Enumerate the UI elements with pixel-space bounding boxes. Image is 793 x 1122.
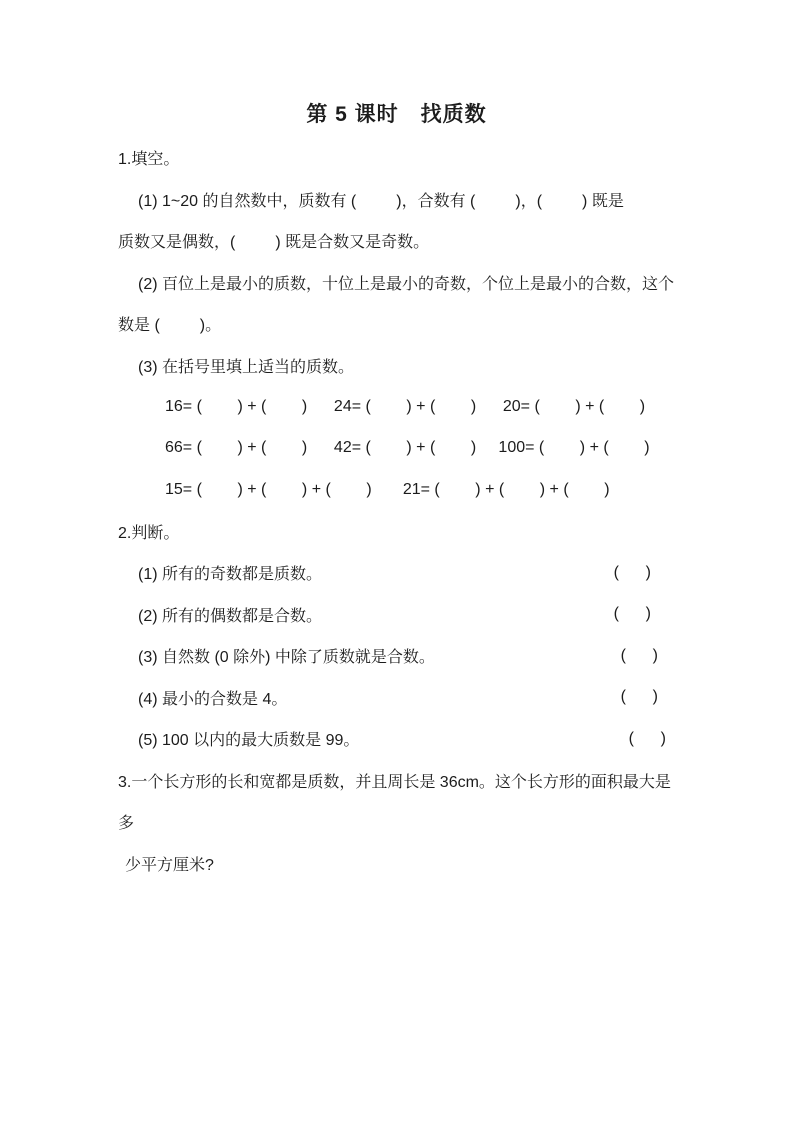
judge-statement: (5) 100 以内的最大质数是 99。 (138, 732, 360, 750)
judge-row (118, 635, 678, 677)
answer-blank: ( ) (613, 563, 651, 581)
judge-row (118, 718, 678, 760)
answer-blank: ( ) (628, 729, 666, 747)
judge-statement: (1) 所有的奇数都是质数。 (138, 566, 323, 584)
answer-blank: ( ) (620, 688, 658, 706)
section3-line2: 多 (118, 815, 135, 833)
section3-line3: 少平方厘米? (125, 856, 214, 874)
equation-row: 16= ( ) + ( ) 24= ( ) + ( ) 20= ( ) + ( ) (165, 397, 646, 415)
judge-statement: (4) 最小的合数是 4。 (138, 690, 288, 708)
section1-item3-heading: (3) 在括号里填上适当的质数。 (138, 358, 355, 376)
equation-row: 66= ( ) + ( ) 42= ( ) + ( ) 100= ( ) + ( ) (165, 439, 650, 457)
section1-heading: 1.填空。 (118, 151, 180, 169)
page-title: 第 5 课时 找质数 (306, 103, 487, 126)
judge-row (118, 594, 678, 636)
section2-heading: 2.判断。 (118, 524, 180, 542)
section3-line1: 3.一个长方形的长和宽都是质数，并且周长是 36cm。这个长方形的面积最大是 (118, 773, 671, 791)
section1-item2-line1: (2) 百位上是最小的质数，十位上是最小的奇数，个位上是最小的合数，这个 (138, 275, 675, 293)
section1-item1-line1: (1) 1~20 的自然数中，质数有 ( )，合数有 ( )，( ) 既是 (138, 192, 624, 210)
worksheet-body (118, 137, 678, 884)
judge-statement: (2) 所有的偶数都是合数。 (138, 607, 323, 625)
answer-blank: ( ) (620, 646, 658, 664)
section1-item1-line2: 质数又是偶数，( ) 既是合数又是奇数。 (118, 234, 430, 252)
answer-blank: ( ) (613, 605, 651, 623)
judge-row (118, 552, 678, 594)
judge-statement: (3) 自然数 (0 除外) 中除了质数就是合数。 (138, 649, 435, 667)
equation-row: 15= ( ) + ( ) + ( ) 21= ( ) + ( ) + ( ) (165, 480, 610, 498)
judge-row (118, 677, 678, 719)
section1-item2-line2: 数是 ( )。 (118, 317, 222, 335)
